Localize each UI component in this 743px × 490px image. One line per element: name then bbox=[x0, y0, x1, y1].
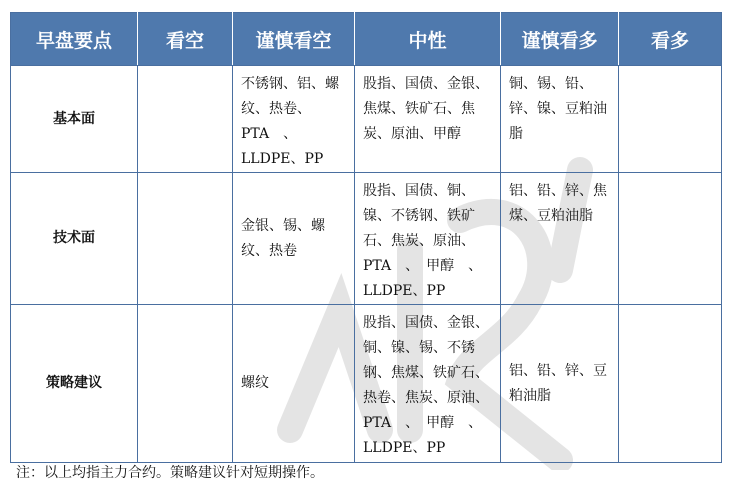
footnote: 注：以上均指主力合约。策略建议针对短期操作。 bbox=[16, 465, 324, 481]
cell-neutral: 股指、国债、金银、焦煤、铁矿石、焦炭、原油、甲醇 bbox=[355, 66, 501, 173]
market-outlook-table bbox=[10, 12, 722, 463]
row-label-technical: 技术面 bbox=[11, 173, 138, 305]
header-neutral: 中性 bbox=[355, 13, 501, 66]
table-row bbox=[11, 173, 722, 305]
cell-bullish bbox=[619, 173, 722, 305]
row-label-fundamental: 基本面 bbox=[11, 66, 138, 173]
header-bullish: 看多 bbox=[619, 13, 722, 66]
table-row bbox=[11, 66, 722, 173]
cell-cautious-bullish: 铝、铅、锌、豆粕油脂 bbox=[501, 305, 619, 463]
cell-cautious-bullish: 铜、锡、铅、锌、镍、豆粕油脂 bbox=[501, 66, 619, 173]
cell-cautious-bearish: 不锈钢、铝、螺纹、热卷、PTA 、LLDPE、PP bbox=[233, 66, 355, 173]
cell-bearish bbox=[138, 173, 233, 305]
header-cautious-bearish: 谨慎看空 bbox=[233, 13, 355, 66]
cell-cautious-bearish: 螺纹 bbox=[233, 305, 355, 463]
cell-bullish bbox=[619, 66, 722, 173]
cell-bullish bbox=[619, 305, 722, 463]
cell-cautious-bullish: 铝、铅、锌、焦煤、豆粕油脂 bbox=[501, 173, 619, 305]
cell-neutral: 股指、国债、金银、铜、镍、锡、不锈钢、焦煤、铁矿石、热卷、焦炭、原油、PTA 、 甲醇 、LLDPE、PP bbox=[355, 305, 501, 463]
header-cautious-bullish: 谨慎看多 bbox=[501, 13, 619, 66]
header-key-points: 早盘要点 bbox=[11, 13, 138, 66]
cell-bearish bbox=[138, 66, 233, 173]
header-row bbox=[11, 13, 722, 66]
row-label-strategy: 策略建议 bbox=[11, 305, 138, 463]
cell-neutral: 股指、国债、铜、镍、不锈钢、铁矿石、焦炭、原油、PTA 、 甲醇 、LLDPE、PP bbox=[355, 173, 501, 305]
cell-cautious-bearish: 金银、锡、螺纹、热卷 bbox=[233, 173, 355, 305]
table-row bbox=[11, 305, 722, 463]
header-bearish: 看空 bbox=[138, 13, 233, 66]
cell-bearish bbox=[138, 305, 233, 463]
